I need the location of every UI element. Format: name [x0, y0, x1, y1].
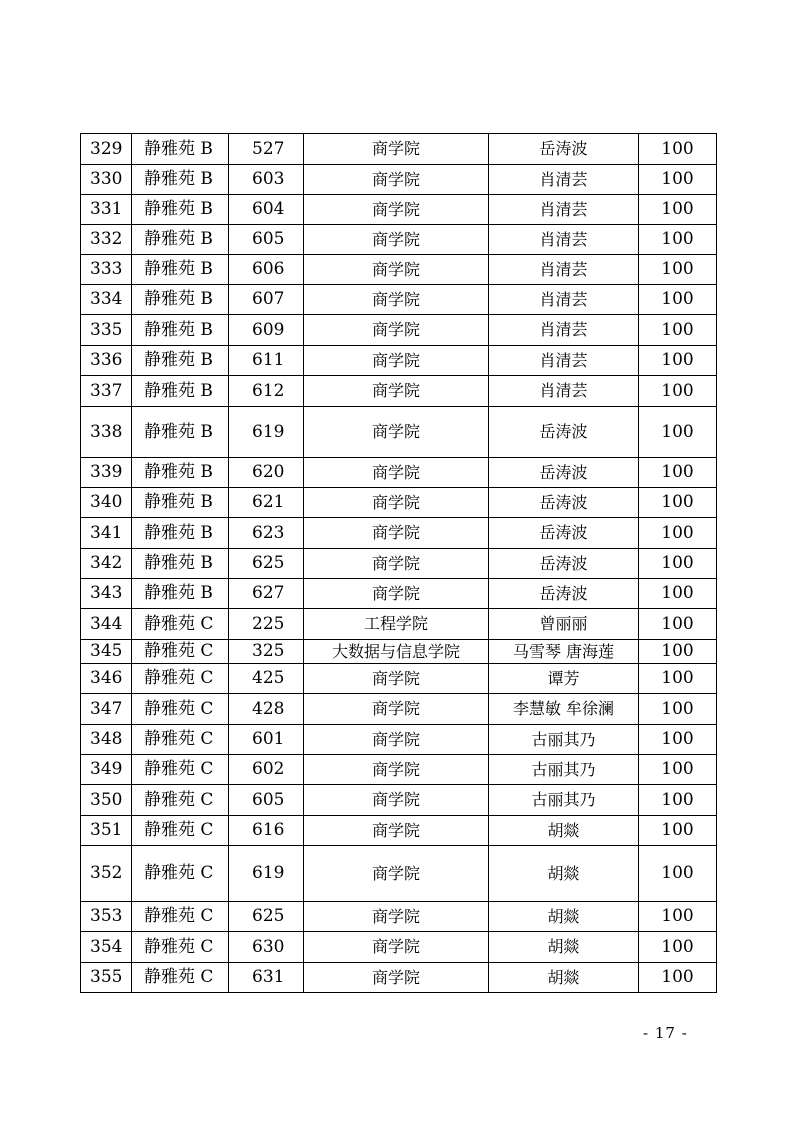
department-cell: 商学院 [304, 165, 489, 195]
row-number-cell: 332 [81, 225, 132, 255]
department-cell: 商学院 [304, 664, 489, 694]
room-cell: 631 [229, 963, 304, 993]
department-cell: 商学院 [304, 195, 489, 225]
score-cell: 100 [639, 518, 717, 549]
row-number-cell: 348 [81, 725, 132, 755]
table-row [81, 846, 717, 902]
room-cell: 625 [229, 902, 304, 932]
room-cell: 225 [229, 609, 304, 640]
score-cell: 100 [639, 694, 717, 725]
score-cell: 100 [639, 963, 717, 993]
building-cell: 静雅苑 B [132, 518, 229, 549]
room-cell: 425 [229, 664, 304, 694]
row-number-cell: 355 [81, 963, 132, 993]
department-cell: 大数据与信息学院 [304, 640, 489, 664]
building-cell: 静雅苑 B [132, 549, 229, 579]
row-number-cell: 329 [81, 134, 132, 165]
room-cell: 619 [229, 846, 304, 902]
table-row [81, 755, 717, 785]
building-cell: 静雅苑 B [132, 488, 229, 518]
score-cell: 100 [639, 458, 717, 488]
building-cell: 静雅苑 B [132, 458, 229, 488]
room-cell: 627 [229, 579, 304, 609]
room-cell: 621 [229, 488, 304, 518]
person-cell: 肖清芸 [489, 165, 639, 195]
building-cell: 静雅苑 C [132, 902, 229, 932]
room-cell: 611 [229, 346, 304, 376]
table-row [81, 346, 717, 376]
department-cell: 商学院 [304, 549, 489, 579]
room-cell: 605 [229, 225, 304, 255]
person-cell: 马雪琴 唐海莲 [489, 640, 639, 664]
person-cell: 岳涛波 [489, 579, 639, 609]
row-number-cell: 337 [81, 376, 132, 407]
building-cell: 静雅苑 B [132, 134, 229, 165]
person-cell: 肖清芸 [489, 285, 639, 315]
table-row [81, 315, 717, 346]
person-cell: 岳涛波 [489, 407, 639, 458]
score-cell: 100 [639, 846, 717, 902]
room-cell: 609 [229, 315, 304, 346]
person-cell: 胡燚 [489, 816, 639, 846]
score-cell: 100 [639, 255, 717, 285]
score-cell: 100 [639, 816, 717, 846]
score-cell: 100 [639, 407, 717, 458]
row-number-cell: 333 [81, 255, 132, 285]
room-cell: 620 [229, 458, 304, 488]
department-cell: 商学院 [304, 225, 489, 255]
person-cell: 肖清芸 [489, 346, 639, 376]
row-number-cell: 335 [81, 315, 132, 346]
row-number-cell: 330 [81, 165, 132, 195]
score-cell: 100 [639, 315, 717, 346]
table-body [81, 134, 717, 993]
department-cell: 商学院 [304, 458, 489, 488]
row-number-cell: 343 [81, 579, 132, 609]
person-cell: 胡燚 [489, 932, 639, 963]
row-number-cell: 338 [81, 407, 132, 458]
room-cell: 623 [229, 518, 304, 549]
department-cell: 商学院 [304, 579, 489, 609]
building-cell: 静雅苑 C [132, 963, 229, 993]
table-row [81, 963, 717, 993]
table-row [81, 640, 717, 664]
person-cell: 胡燚 [489, 963, 639, 993]
row-number-cell: 341 [81, 518, 132, 549]
table-row [81, 932, 717, 963]
department-cell: 商学院 [304, 694, 489, 725]
department-cell: 商学院 [304, 785, 489, 816]
room-cell: 619 [229, 407, 304, 458]
room-cell: 604 [229, 195, 304, 225]
table-row [81, 407, 717, 458]
person-cell: 岳涛波 [489, 518, 639, 549]
room-cell: 612 [229, 376, 304, 407]
row-number-cell: 339 [81, 458, 132, 488]
table-row [81, 902, 717, 932]
department-cell: 商学院 [304, 255, 489, 285]
score-cell: 100 [639, 932, 717, 963]
row-number-cell: 331 [81, 195, 132, 225]
score-cell: 100 [639, 609, 717, 640]
room-cell: 616 [229, 816, 304, 846]
department-cell: 工程学院 [304, 609, 489, 640]
building-cell: 静雅苑 B [132, 225, 229, 255]
table-row [81, 694, 717, 725]
score-cell: 100 [639, 579, 717, 609]
department-cell: 商学院 [304, 755, 489, 785]
score-cell: 100 [639, 134, 717, 165]
department-cell: 商学院 [304, 376, 489, 407]
building-cell: 静雅苑 C [132, 755, 229, 785]
table-row [81, 458, 717, 488]
dormitory-score-table [80, 133, 717, 993]
row-number-cell: 352 [81, 846, 132, 902]
building-cell: 静雅苑 C [132, 609, 229, 640]
department-cell: 商学院 [304, 846, 489, 902]
department-cell: 商学院 [304, 315, 489, 346]
row-number-cell: 350 [81, 785, 132, 816]
building-cell: 静雅苑 C [132, 846, 229, 902]
score-cell: 100 [639, 755, 717, 785]
score-cell: 100 [639, 785, 717, 816]
row-number-cell: 346 [81, 664, 132, 694]
person-cell: 古丽其乃 [489, 725, 639, 755]
table-row [81, 165, 717, 195]
table-row [81, 134, 717, 165]
row-number-cell: 334 [81, 285, 132, 315]
person-cell: 李慧敏 牟徐澜 [489, 694, 639, 725]
department-cell: 商学院 [304, 488, 489, 518]
table-row [81, 664, 717, 694]
building-cell: 静雅苑 B [132, 285, 229, 315]
table-row [81, 579, 717, 609]
building-cell: 静雅苑 B [132, 255, 229, 285]
table-row [81, 195, 717, 225]
score-cell: 100 [639, 664, 717, 694]
department-cell: 商学院 [304, 518, 489, 549]
person-cell: 岳涛波 [489, 488, 639, 518]
score-cell: 100 [639, 549, 717, 579]
person-cell: 谭芳 [489, 664, 639, 694]
person-cell: 肖清芸 [489, 376, 639, 407]
room-cell: 606 [229, 255, 304, 285]
score-cell: 100 [639, 165, 717, 195]
building-cell: 静雅苑 C [132, 694, 229, 725]
row-number-cell: 345 [81, 640, 132, 664]
table-row [81, 225, 717, 255]
room-cell: 603 [229, 165, 304, 195]
building-cell: 静雅苑 B [132, 579, 229, 609]
row-number-cell: 336 [81, 346, 132, 376]
row-number-cell: 340 [81, 488, 132, 518]
building-cell: 静雅苑 C [132, 932, 229, 963]
building-cell: 静雅苑 B [132, 315, 229, 346]
row-number-cell: 354 [81, 932, 132, 963]
table-row [81, 785, 717, 816]
building-cell: 静雅苑 C [132, 725, 229, 755]
person-cell: 古丽其乃 [489, 785, 639, 816]
person-cell: 曾丽丽 [489, 609, 639, 640]
table-row [81, 549, 717, 579]
building-cell: 静雅苑 C [132, 640, 229, 664]
building-cell: 静雅苑 C [132, 785, 229, 816]
building-cell: 静雅苑 C [132, 816, 229, 846]
score-cell: 100 [639, 346, 717, 376]
building-cell: 静雅苑 B [132, 407, 229, 458]
department-cell: 商学院 [304, 902, 489, 932]
table-row [81, 255, 717, 285]
row-number-cell: 353 [81, 902, 132, 932]
building-cell: 静雅苑 C [132, 664, 229, 694]
room-cell: 325 [229, 640, 304, 664]
department-cell: 商学院 [304, 932, 489, 963]
row-number-cell: 344 [81, 609, 132, 640]
building-cell: 静雅苑 B [132, 195, 229, 225]
building-cell: 静雅苑 B [132, 346, 229, 376]
room-cell: 602 [229, 755, 304, 785]
person-cell: 肖清芸 [489, 225, 639, 255]
department-cell: 商学院 [304, 963, 489, 993]
score-cell: 100 [639, 285, 717, 315]
score-cell: 100 [639, 725, 717, 755]
person-cell: 岳涛波 [489, 549, 639, 579]
person-cell: 胡燚 [489, 902, 639, 932]
score-cell: 100 [639, 640, 717, 664]
score-cell: 100 [639, 225, 717, 255]
row-number-cell: 342 [81, 549, 132, 579]
table-row [81, 285, 717, 315]
department-cell: 商学院 [304, 725, 489, 755]
room-cell: 527 [229, 134, 304, 165]
table-row [81, 609, 717, 640]
table-row [81, 488, 717, 518]
room-cell: 601 [229, 725, 304, 755]
table-row [81, 376, 717, 407]
department-cell: 商学院 [304, 134, 489, 165]
person-cell: 肖清芸 [489, 315, 639, 346]
room-cell: 605 [229, 785, 304, 816]
score-cell: 100 [639, 376, 717, 407]
building-cell: 静雅苑 B [132, 376, 229, 407]
score-cell: 100 [639, 902, 717, 932]
page-number: - 17 - [643, 1024, 688, 1042]
person-cell: 胡燚 [489, 846, 639, 902]
score-cell: 100 [639, 195, 717, 225]
table-row [81, 725, 717, 755]
person-cell: 岳涛波 [489, 134, 639, 165]
table-row [81, 816, 717, 846]
person-cell: 肖清芸 [489, 195, 639, 225]
person-cell: 古丽其乃 [489, 755, 639, 785]
person-cell: 岳涛波 [489, 458, 639, 488]
row-number-cell: 349 [81, 755, 132, 785]
row-number-cell: 351 [81, 816, 132, 846]
table-row [81, 518, 717, 549]
department-cell: 商学院 [304, 407, 489, 458]
row-number-cell: 347 [81, 694, 132, 725]
department-cell: 商学院 [304, 816, 489, 846]
room-cell: 607 [229, 285, 304, 315]
room-cell: 630 [229, 932, 304, 963]
department-cell: 商学院 [304, 346, 489, 376]
department-cell: 商学院 [304, 285, 489, 315]
building-cell: 静雅苑 B [132, 165, 229, 195]
room-cell: 428 [229, 694, 304, 725]
room-cell: 625 [229, 549, 304, 579]
score-cell: 100 [639, 488, 717, 518]
person-cell: 肖清芸 [489, 255, 639, 285]
